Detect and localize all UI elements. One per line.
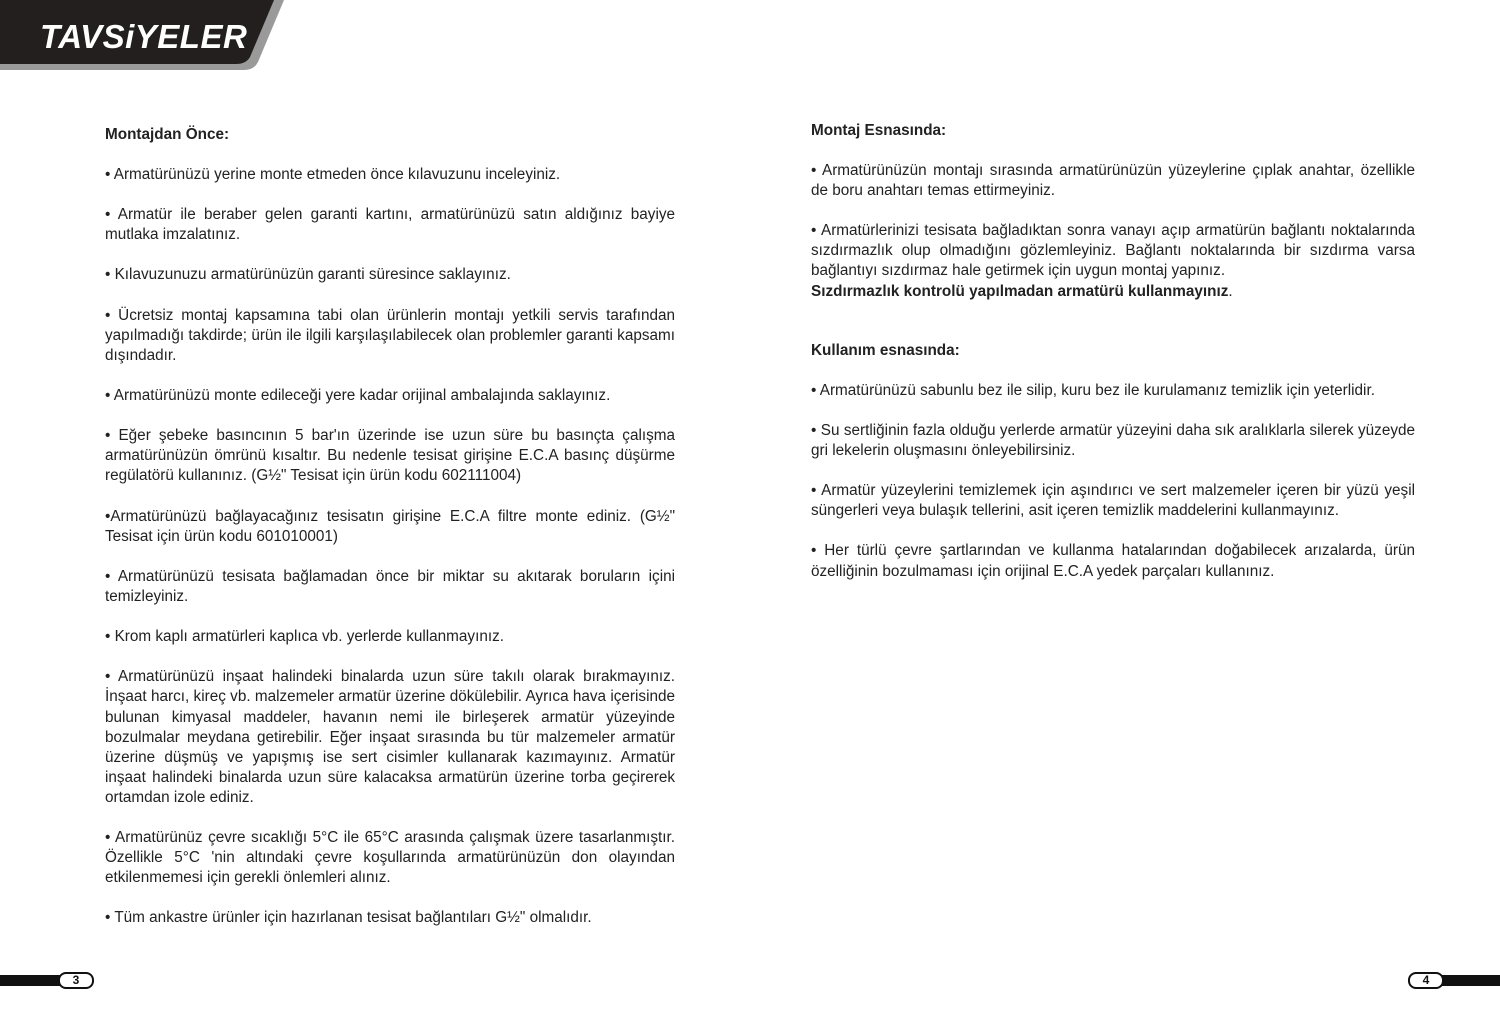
section-heading-before-installation: Montajdan Önce: (105, 126, 230, 143)
header-tab (0, 0, 286, 70)
list-item: • Su sertliğinin fazla olduğu yerlerde armatür yüzeyini daha sık aralıklarla silerek yüzeyde gri lekelerin oluşmasını önleyebilirsiniz. (811, 421, 1415, 459)
list-item: • Ücretsiz montaj kapsamına tabi olan ürünlerin montajı yetkili servis tarafından yapılmadığı takdirde; ürün ile ilgili karşılaşılabilecek olan problemler garanti kapsamı dışındadır. (105, 306, 675, 364)
list-item: • Armatürünüzün montajı sırasında armatürünüzün yüzeylerine çıplak anahtar, özellikle de boru anahtarı temas ettirmeyiniz. (811, 162, 1415, 200)
list-item: • Armatürlerinizi tesisata bağladıktan sonra vanayı açıp armatürün bağlantı noktalarında sızdırmazlık olup olmadığını gözlemleyiniz. Bağlantı noktalarında bir sızdırma varsa bağlantıyı sızdırmaz hale getirmek için uygun montaj yapınız. (811, 222, 1415, 280)
list-item: • Armatür yüzeylerini temizlemek için aşındırıcı ve sert malzemeler içeren bir yüzü yeşil süngerleri veya bulaşık tellerini, asit içeren temizlik maddelerini kullanmayınız. (811, 482, 1415, 520)
list-item: • Her türlü çevre şartlarından ve kullanma hatalarından doğabilecek arızalarda, ürün özelliğinin bozulmaması için orijinal E.C.A yedek parçaları kullanınız. (811, 542, 1415, 580)
warning-note-text: Sızdırmazlık kontrolü yapılmadan armatürü kullanmayınız (811, 282, 1229, 300)
page-number-badge: 3 (58, 972, 94, 989)
page-number-left (0, 972, 96, 989)
list-item: • Armatürünüzü inşaat halindeki binalarda uzun süre takılı olarak bırakmayınız. İnşaat harcı, kireç vb. malzemeler armatür üzerine dökülebilir. Ayrıca hava içerisinde bulunan kimyasal maddeler, havanın nemi ile birleşerek armatür yüzeyinde bozulmalar meydana getirebilir. Eğer inşaat sırasında bu tür malzemeler armatür üzerine düşmüş ve yapışmış ise sert cisimler kullanarak kazımayınız. Armatür inşaat halindeki binalarda uzun süre kalacaksa armatürün üzerine torba geçirerek ortamdan izole ediniz. (105, 668, 675, 806)
list-item: • Armatürünüz çevre sıcaklığı 5°C ile 65°C arasında çalışmak üzere tasarlanmıştır. Özellikle 5°C 'nin altındaki çevre koşullarında armatürünüzün don olayından etkilenmemesi için gerekli önlemleri alınız. (105, 829, 675, 887)
warning-note (811, 282, 1415, 302)
page-title: TAVSiYELER (40, 18, 248, 55)
list-item: • Krom kaplı armatürleri kaplıca vb. yerlerde kullanmayınız. (105, 628, 504, 646)
list-item: • Armatürünüzü sabunlu bez ile silip, kuru bez ile kurulamanız temizlik için yeterlidir. (811, 381, 1375, 399)
right-column (811, 120, 1415, 602)
list-item: • Armatürünüzü yerine monte etmeden önce kılavuzunu inceleyiniz. (105, 166, 561, 183)
list-item: • Armatür ile beraber gelen garanti kartını, armatürünüzü satın aldığınız bayiye mutlaka imzalatınız. (105, 206, 675, 244)
list-item: • Eğer şebeke basıncının 5 bar'ın üzerinde ise uzun süre bu basınçta çalışma armatürünüzün ömrünü kısaltır. Bu nedenle tesisat girişine E.C.A basınç düşürme regülatörü kullanınız. (G½" Tesisat için ürün kodu 602111004) (105, 427, 675, 485)
section-gap (811, 302, 1415, 336)
list-item: •Armatürünüzü bağlayacağınız tesisatın girişine E.C.A filtre monte ediniz. (G½" Tesisat için ürün kodu 601010001) (105, 507, 675, 545)
warning-note-period: . (1228, 282, 1233, 300)
list-item: • Armatürünüzü monte edileceği yere kadar orijinal ambalajında saklayınız. (105, 387, 611, 405)
page-number-right (1408, 972, 1500, 989)
section-heading-during-installation: Montaj Esnasında: (811, 122, 947, 139)
left-column (105, 120, 675, 949)
page-number-badge: 4 (1408, 972, 1444, 989)
section-heading-during-use: Kullanım esnasında: (811, 341, 960, 359)
list-item: • Tüm ankastre ürünler için hazırlanan tesisat bağlantıları G½" olmalıdır. (105, 909, 592, 927)
list-item: • Kılavuzunuzu armatürünüzün garanti süresince saklayınız. (105, 266, 511, 284)
list-item: • Armatürünüzü tesisata bağlamadan önce bir miktar su akıtarak boruların içini temizleyiniz. (105, 567, 675, 605)
